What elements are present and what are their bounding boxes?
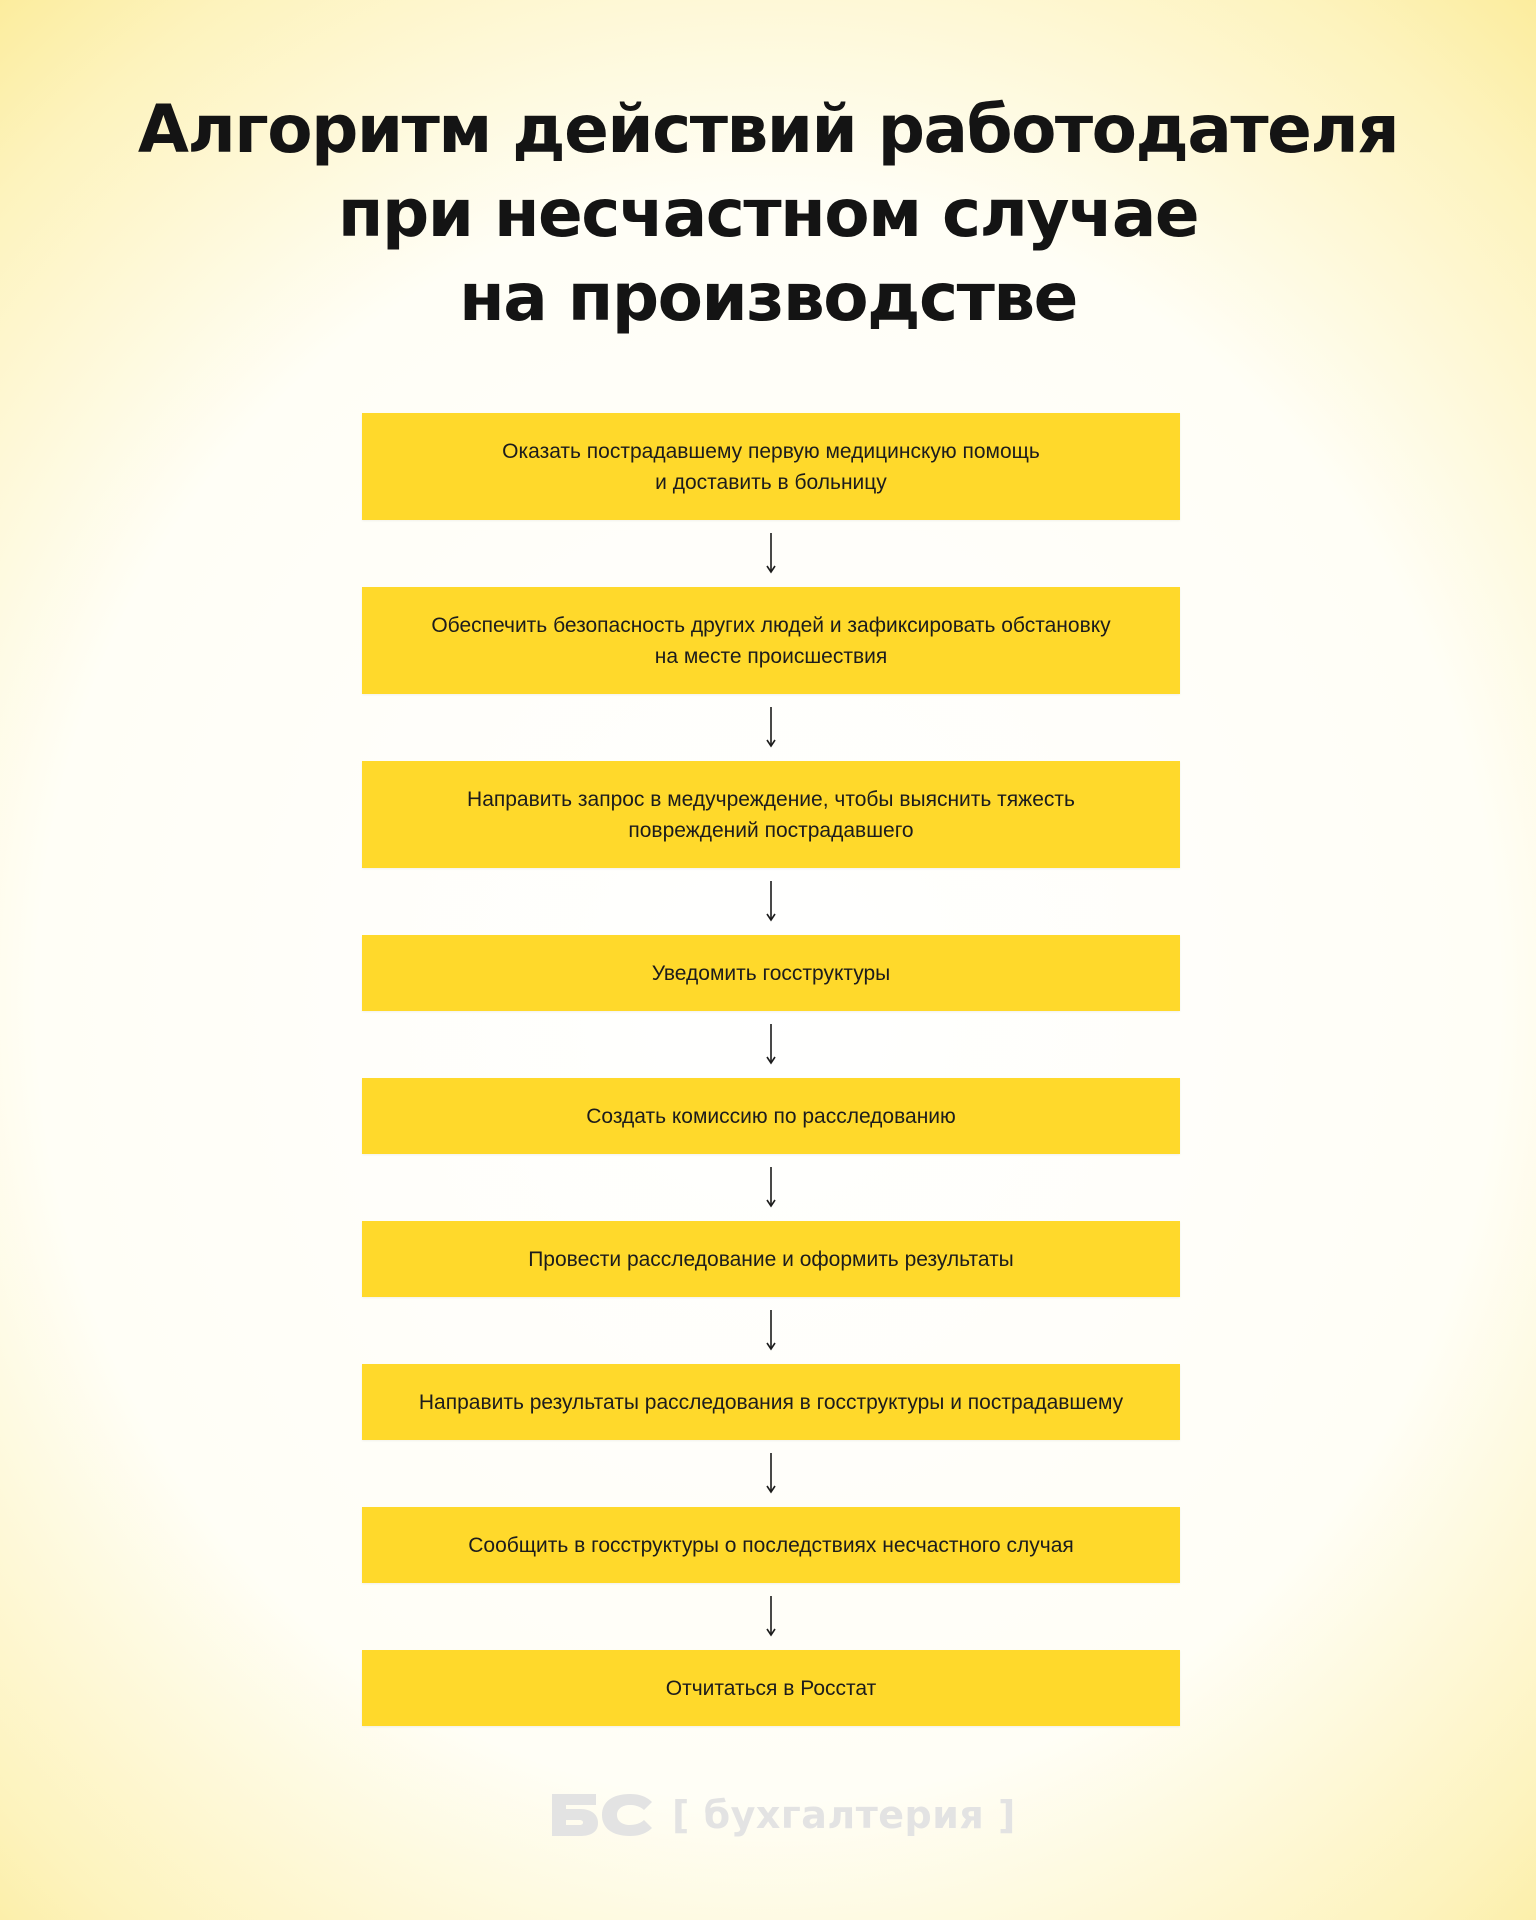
step-conduct-investigation [362,1221,1180,1297]
step-medical-request [362,761,1180,868]
step-text: Направить результаты расследования в госструктуры и пострадавшему [418,1390,1124,1414]
title-line: Алгоритм действий работодателя [137,91,1399,168]
arrow-down-icon [762,1596,780,1638]
step-first-aid [362,413,1180,520]
arrow-down-icon [762,1024,780,1066]
brand-logo [550,1790,1016,1840]
step-text: Обеспечить безопасность других людей и зафиксировать обстановку [431,613,1111,637]
arrow-down-icon [762,533,780,575]
step-text: Создать комиссию по расследованию [586,1104,956,1128]
step-text: Направить запрос в медучреждение, чтобы выяснить тяжесть [467,787,1075,811]
step-text: и доставить в больницу [655,470,887,494]
step-create-commission [362,1078,1180,1154]
bs-logo-icon [550,1792,654,1838]
step-text: Оказать пострадавшему первую медицинскую помощь [502,439,1040,463]
arrow-down-icon [762,707,780,749]
step-text: повреждений пострадавшего [628,818,914,842]
step-text: Отчитаться в Росстат [665,1676,877,1700]
step-text: Провести расследование и оформить результаты [528,1247,1014,1271]
step-text: на месте происшествия [654,644,888,668]
arrow-down-icon [762,1453,780,1495]
title-line: на производстве [459,259,1077,336]
step-text: Уведомить госструктуры [651,961,891,985]
step-text: Сообщить в госструктуры о последствиях несчастного случая [468,1533,1074,1557]
step-ensure-safety [362,587,1180,694]
arrow-down-icon [762,1167,780,1209]
brand-logo-text: [ бухгалтерия ] [672,1793,1016,1837]
step-notify-authorities [362,935,1180,1011]
step-send-results [362,1364,1180,1440]
step-report-consequences [362,1507,1180,1583]
title-line: при несчастном случае [337,175,1199,252]
arrow-down-icon [762,1310,780,1352]
step-report-rosstat [362,1650,1180,1726]
arrow-down-icon [762,881,780,923]
